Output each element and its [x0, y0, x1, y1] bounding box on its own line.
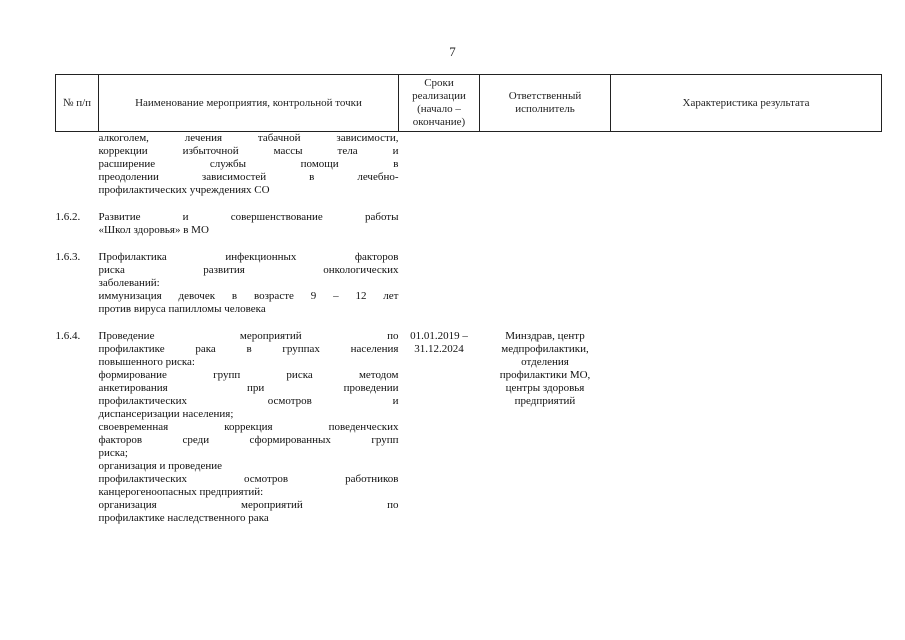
activity-name-line: формирование групп риска методом — [98, 369, 399, 381]
header-activity-name: Наименование мероприятия, контрольной точки — [99, 75, 399, 132]
spacer-cell — [480, 237, 611, 251]
implementation-term-cell — [399, 330, 480, 525]
spacer-cell — [399, 197, 480, 211]
responsible-line: центры здоровья — [505, 382, 585, 394]
activity-name-cell — [99, 132, 399, 198]
implementation-term-cell — [399, 211, 480, 237]
spacer-cell — [480, 316, 611, 330]
spacer-cell — [399, 316, 480, 330]
activity-name-line: Развитие и совершенствование работы — [98, 211, 399, 223]
result-cell — [611, 330, 882, 525]
activity-name-cell — [99, 211, 399, 237]
spacer-cell — [611, 316, 882, 330]
spacer-cell — [611, 197, 882, 211]
header-responsible: Ответственный исполнитель — [480, 75, 611, 132]
activity-name-line: повышенного риска: — [98, 356, 195, 368]
term-line: 31.12.2024 — [414, 343, 464, 355]
activity-name-line: коррекции избыточной массы тела и — [98, 145, 399, 157]
implementation-term-cell — [399, 251, 480, 316]
row-number: 1.6.2. — [55, 211, 81, 223]
implementation-term-cell — [399, 132, 480, 198]
table-row — [56, 251, 882, 316]
activity-name-line: канцерогеноопасных предприятий: — [98, 486, 264, 498]
activity-name-line: против вируса папилломы человека — [98, 303, 266, 315]
spacer-cell — [99, 197, 399, 211]
activity-name-line: риска развития онкологических — [98, 264, 399, 276]
activity-name-line: риска; — [98, 447, 128, 459]
spacer-cell — [56, 237, 99, 251]
activity-name-line: преодолении зависимостей в лечебно- — [98, 171, 399, 183]
responsible-line: Минздрав, центр — [505, 330, 585, 342]
activity-name-cell — [99, 251, 399, 316]
result-cell — [611, 132, 882, 198]
result-cell — [611, 251, 882, 316]
activity-name-line: факторов среди сформированных групп — [98, 434, 399, 446]
activity-name-line: профилактических осмотров и — [98, 395, 399, 407]
spacer-cell — [99, 237, 399, 251]
row-number: 1.6.4. — [55, 330, 81, 342]
activity-name-line: организация и проведение — [98, 460, 223, 472]
activity-name-line: организация мероприятий по — [98, 499, 399, 511]
activity-name-line: профилактических учреждениях СО — [98, 184, 270, 196]
activity-name-line: алкоголем, лечения табачной зависимости, — [98, 132, 399, 144]
table-row — [56, 132, 882, 198]
responsible-cell — [480, 132, 611, 198]
activities-table — [55, 74, 882, 525]
spacer-cell — [56, 316, 99, 330]
table-header-row — [56, 75, 882, 132]
responsible-line: предприятий — [514, 395, 576, 407]
activity-name-line: своевременная коррекция поведенческих — [98, 421, 399, 433]
spacer-cell — [399, 237, 480, 251]
activity-name-line: профилактике наследственного рака — [98, 512, 269, 524]
activity-name-line: профилактике рака в группах населения — [98, 343, 399, 355]
responsible-line: медпрофилактики, — [501, 343, 589, 355]
header-number: № п/п — [56, 75, 99, 132]
activity-name-line: иммунизация девочек в возрасте 9 – 12 лет — [98, 290, 399, 302]
header-result: Характеристика результата — [611, 75, 882, 132]
row-spacer — [56, 316, 882, 330]
activity-name-line: Проведение мероприятий по — [98, 330, 399, 342]
table-body — [56, 132, 882, 526]
spacer-cell — [480, 197, 611, 211]
responsible-line: профилактики МО, — [499, 369, 591, 381]
page-number: 7 — [449, 44, 456, 59]
result-cell — [611, 211, 882, 237]
responsible-cell — [480, 251, 611, 316]
table-row — [56, 211, 882, 237]
activity-name-line: «Школ здоровья» в МО — [98, 224, 209, 236]
activity-name-cell — [99, 330, 399, 525]
spacer-cell — [99, 316, 399, 330]
activity-name-line: Профилактика инфекционных факторов — [98, 251, 399, 263]
spacer-cell — [611, 237, 882, 251]
row-spacer — [56, 197, 882, 211]
activity-name-line: заболеваний: — [98, 277, 160, 289]
row-number: 1.6.3. — [55, 251, 81, 263]
activity-name-line: профилактических осмотров работников — [98, 473, 399, 485]
activity-name-line: расширение службы помощи в — [98, 158, 399, 170]
activity-name-line: анкетирования при проведении — [98, 382, 399, 394]
row-spacer — [56, 237, 882, 251]
activity-name-line: диспансеризации населения; — [98, 408, 234, 420]
responsible-line: отделения — [521, 356, 569, 368]
table-row — [56, 330, 882, 525]
row-number — [56, 132, 99, 198]
spacer-cell — [56, 197, 99, 211]
term-line: 01.01.2019 – — [410, 330, 468, 342]
responsible-cell — [480, 330, 611, 525]
responsible-cell — [480, 211, 611, 237]
header-implementation-term: Сроки реализации (начало – окончание) — [399, 75, 480, 132]
